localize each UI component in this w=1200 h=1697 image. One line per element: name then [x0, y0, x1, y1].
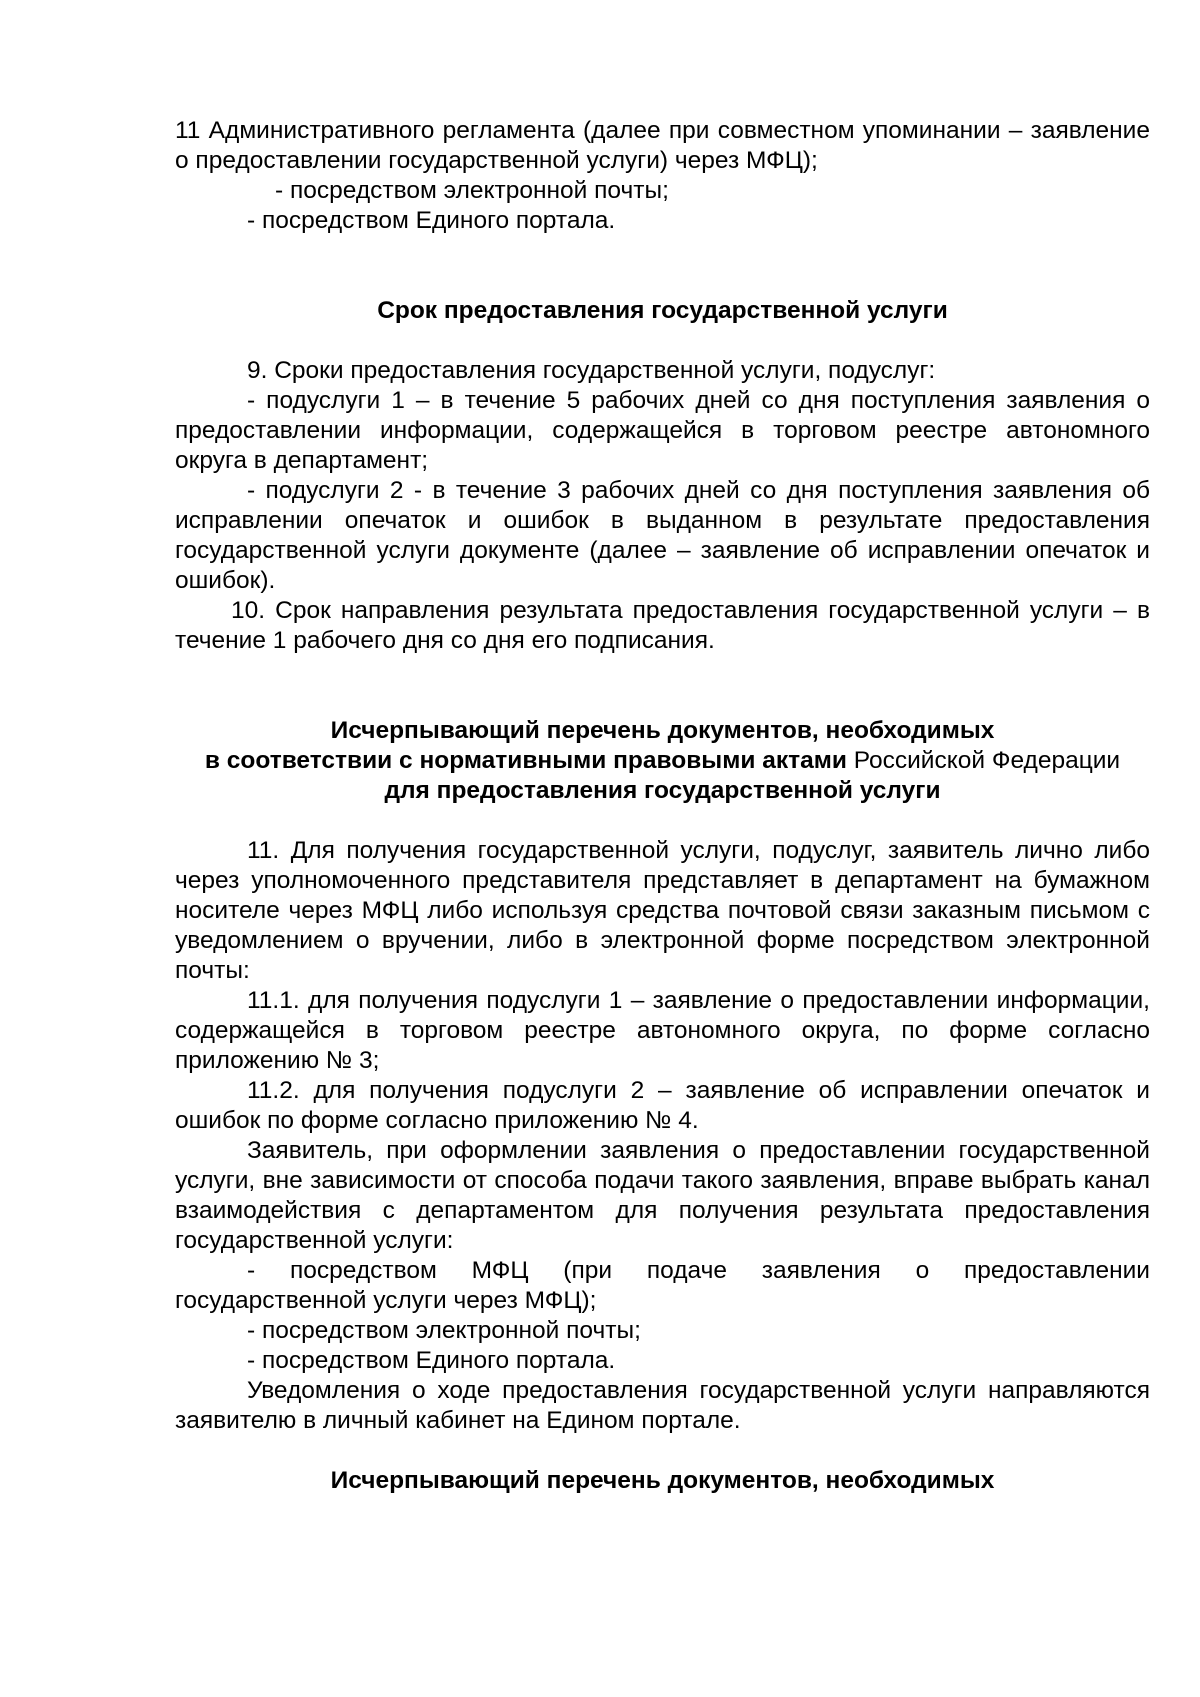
paragraph-11: 11. Для получения государственной услуги, подуслуг, заявитель лично либо через уполномоченного представителя представляет в департамент на бумажном носителе через МФЦ либо используя средства почтовой связи заказным письмом с уведомлением о вручении, либо в электронной форме посредством электронной почты:: [175, 837, 1150, 984]
channel-mfc: - посредством МФЦ (при подаче заявления о предоставлении государственной услуги через МФЦ);: [175, 1257, 1150, 1314]
heading-documents-line-3: для предоставления государственной услуги: [384, 777, 941, 804]
heading-documents-list: [175, 716, 1150, 806]
paragraph-10: 10. Срок направления результата предоставления государственной услуги – в течение 1 рабочего дня со дня его подписания.: [175, 597, 1150, 654]
channel-portal-2: - посредством Единого портала.: [247, 1347, 616, 1374]
heading-documents-line-2-bold: в соответствии с нормативными правовыми актами: [204, 747, 847, 774]
paragraph-continuation: 11 Административного регламента (далее при совместном упоминании – заявление о предоставлении государственной услуги) через МФЦ);: [175, 117, 1150, 174]
paragraph-applicant: Заявитель, при оформлении заявления о предоставлении государственной услуги, вне зависимости от способа подачи такого заявления, вправе выбрать канал взаимодействия с департаментом для получения результата предоставления государственной услуги:: [175, 1137, 1150, 1254]
channel-portal: - посредством Единого портала.: [247, 207, 616, 234]
paragraph-11-1: 11.1. для получения подуслуги 1 – заявление о предоставлении информации, содержащейся в торговом реестре автономного округа, по форме согласно приложению № 3;: [175, 987, 1150, 1074]
channel-email: - посредством электронной почты;: [275, 177, 669, 204]
document-page: [175, 116, 1150, 1496]
paragraph-9-subservice-2: - подуслуги 2 - в течение 3 рабочих дней со дня поступления заявления об исправлении опечаток и ошибок в выданном в результате предоставления государственной услуги документе (далее – заявление об исправлении опечаток и ошибок).: [175, 477, 1150, 594]
heading-service-term: Срок предоставления государственной услуги: [377, 297, 948, 324]
channel-email-2: - посредством электронной почты;: [247, 1317, 641, 1344]
paragraph-9-subservice-1: - подуслуги 1 – в течение 5 рабочих дней со дня поступления заявления о предоставлении информации, содержащейся в торговом реестре автономного округа в департамент;: [175, 387, 1150, 474]
heading-documents-line-2-normal: Российской Федерации: [846, 747, 1121, 774]
paragraph-notifications: Уведомления о ходе предоставления государственной услуги направляются заявителю в личный кабинет на Едином портале.: [175, 1377, 1150, 1434]
paragraph-9: 9. Сроки предоставления государственной услуги, подуслуг:: [247, 357, 936, 384]
heading-documents-list-2: Исчерпывающий перечень документов, необходимых: [330, 1467, 995, 1494]
paragraph-11-2: 11.2. для получения подуслуги 2 – заявление об исправлении опечаток и ошибок по форме согласно приложению № 4.: [175, 1077, 1150, 1134]
heading-documents-line-2: [175, 746, 1150, 776]
heading-documents-line-1: Исчерпывающий перечень документов, необходимых: [330, 717, 995, 744]
